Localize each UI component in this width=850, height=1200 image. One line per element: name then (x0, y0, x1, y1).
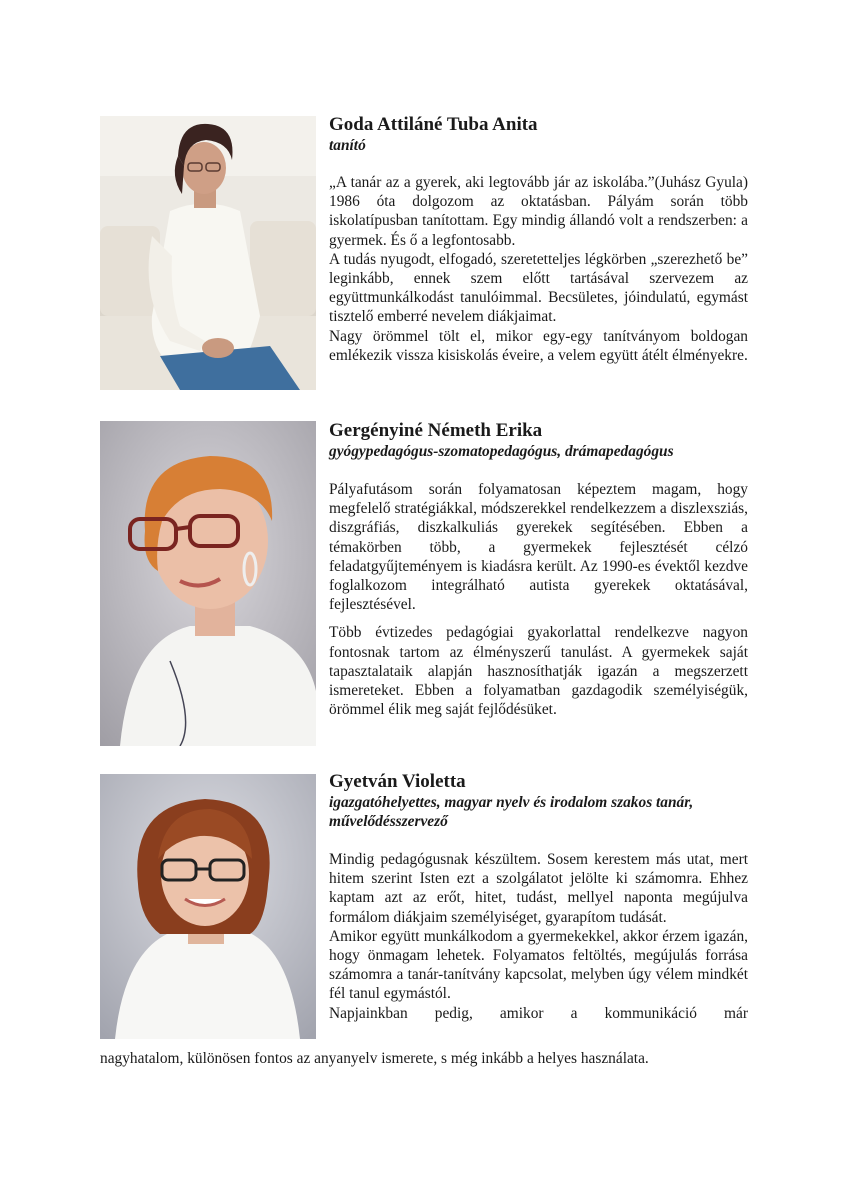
profile-paragraph: Mindig pedagógusnak készültem. Sosem kerestem más utat, mert hitem szerint Isten ezt a szolgálatot jelölte ki számomra. Ehhez kaptam azt az erőt, hitet, tudást, mellyel naponta megújulva formálom diákjaim személyiséget, gyarapítom tudását. (329, 851, 748, 926)
profile-paragraph: A tudás nyugodt, elfogadó, szeretetteljes légkörben „szerezhető be” leginkább, ennek szem előtt tartásával szervezem az együttmunkálkodást tanulóimmal. Becsületes, jóindulatú, egymást tisztelő emberré nevelem diákjaimat. (329, 250, 748, 326)
profile-name: Gyetván Violetta (329, 771, 466, 792)
profile-3-closing-line: nagyhatalom, különösen fontos az anyanyelv ismerete, s még inkább a helyes használata. (100, 1050, 649, 1067)
profile-role: igazgatóhelyettes, magyar nyelv és irodalom szakos tanár, művelődésszervező (329, 794, 694, 830)
profile-name: Gergényiné Németh Erika (329, 420, 543, 441)
profile-role: tanító (329, 137, 366, 154)
profile-name: Goda Attiláné Tuba Anita (329, 114, 538, 135)
profile-paragraph: Pályafutásom során folyamatosan képeztem magam, hogy megfelelő stratégiákkal, módszerekkel rendelkezzem a diszlexsziás, diszgráfiás, diszkalkuliás gyerekek segítésében. Ebben a témakörben több, a gyermekek fejlesztését célzó feladatgyűjteményem is kiadásra került. Az 1990-es évektől kezdve foglalkozom integrálható autista gyerekek oktatásával, fejlesztésével. (329, 481, 748, 614)
profile-paragraph: Napjainkban pedig, amikor a kommunikáció már (329, 1004, 748, 1022)
profile-3 (329, 771, 748, 1023)
profile-2 (329, 420, 748, 719)
profile-paragraph: Több évtizedes pedagógiai gyakorlattal rendelkezve nagyon fontosnak tartom az élményszerű tanulást. A gyermekek saját tapasztalataik alapján hasznosíthatják igazán a megszerzett ismereteket. Ebben a folyamatban gazdagodik személyiségük, örömmel élik meg saját fejlődésüket. (329, 624, 748, 719)
profile-1 (329, 114, 748, 365)
portrait-photo-1 (100, 116, 316, 390)
profile-paragraph: Nagy örömmel tölt el, mikor egy-egy tanítványom boldogan emlékezik vissza kisiskolás éveire, a velem együtt átélt élményekre. (329, 327, 748, 364)
portrait-photo-2 (100, 421, 316, 746)
portrait-photo-3 (100, 774, 316, 1039)
profile-paragraph: „A tanár az a gyerek, aki legtovább jár az iskolába.”(Juhász Gyula) 1986 óta dolgozom az oktatásban. Pályám során több iskolatípusban tanítottam. Egy mindig állandó volt a rendszerben: a gyermek. És ő a legfontosabb. (329, 174, 748, 249)
profile-role: gyógypedagógus-szomatopedagógus, drámapedagógus (329, 443, 674, 460)
profile-paragraph: Amikor együtt munkálkodom a gyermekekkel, akkor érzem igazán, hogy önmagam lehetek. Folyamatos feltöltés, megújulás forrása számomra a tanár-tanítvány kapcsolat, melyben úgy vélem mindkét fél tanul egymástól. (329, 927, 748, 1003)
